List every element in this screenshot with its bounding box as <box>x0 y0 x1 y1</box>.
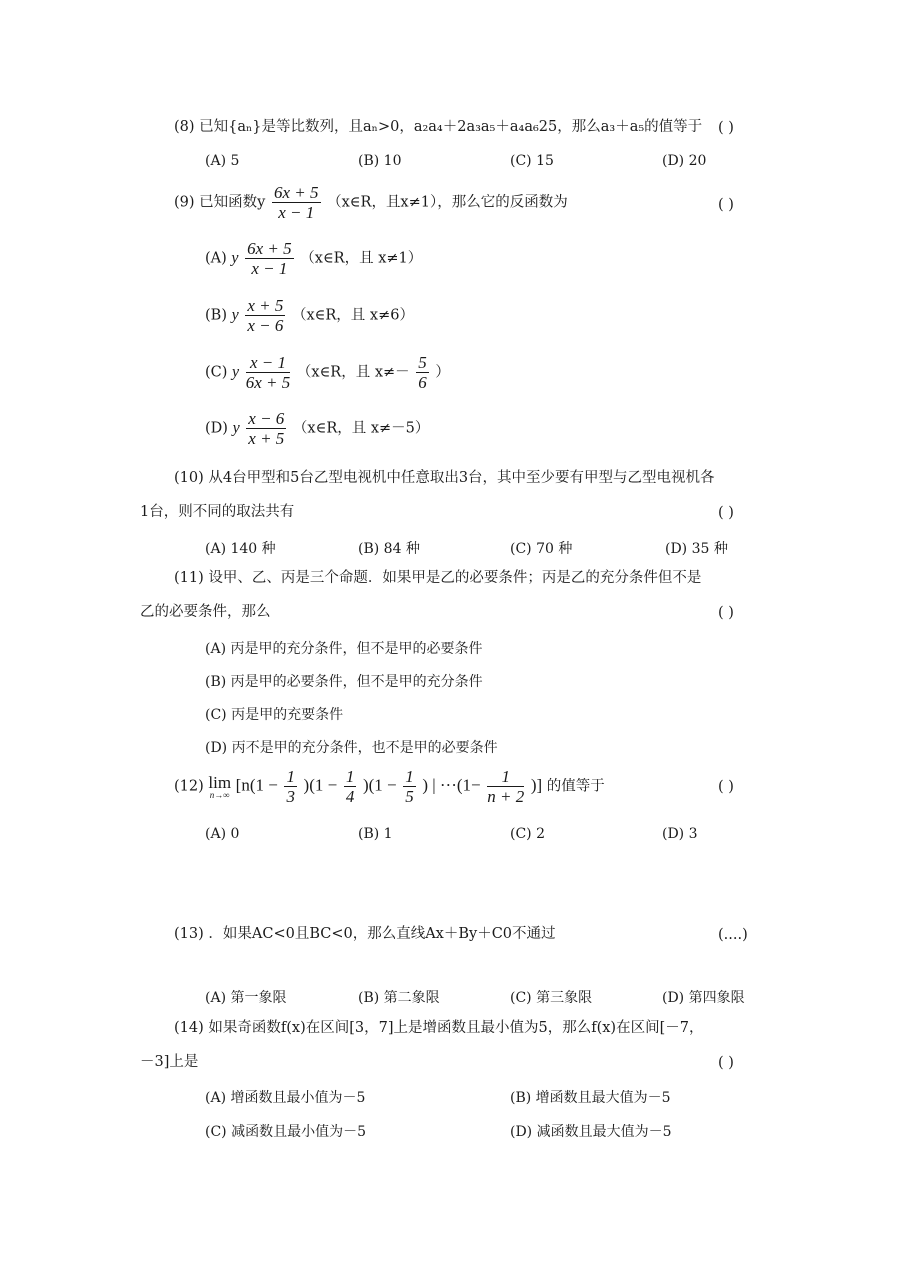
q13-text: ．如果AC<0且BC<0，那么直线Ax＋By＋C0不通过 <box>208 926 556 942</box>
option-condition-pre: （x∈R，且 x≠－ <box>296 364 410 381</box>
fraction-denominator: x − 6 <box>247 316 284 335</box>
fraction-numerator: x − 6 <box>248 409 285 428</box>
fraction-denominator: 3 <box>286 787 295 806</box>
q13-option-a: (A) 第一象限 <box>205 990 287 1006</box>
q14-stem-line2: －3]上是 <box>140 1054 199 1070</box>
q12-fraction-4 <box>487 768 524 805</box>
q14-option-a: (A) 增函数且最小值为－5 <box>205 1090 366 1106</box>
fraction-denominator: 6x + 5 <box>245 373 291 392</box>
q9-number: (9) <box>174 194 195 211</box>
option-condition: （x∈R，且 x≠1） <box>300 250 423 267</box>
q10-option-d: (D) 35 种 <box>665 541 728 557</box>
expr-part-d: ) | ···(1− <box>422 775 481 795</box>
q14-answer-paren: ( ) <box>718 1055 734 1071</box>
q9-answer-paren: ( ) <box>718 197 734 213</box>
q8-number: (8) <box>174 119 195 135</box>
q10-stem-line1 <box>174 471 715 486</box>
q8-answer-paren: ( ) <box>718 120 734 136</box>
q14-text-1: 如果奇函数f(x)在区间[3，7]上是增函数且最小值为5，那么f(x)在区间[－7， <box>208 1020 704 1036</box>
fraction-numerator: x + 5 <box>247 296 284 315</box>
fraction-denominator: n + 2 <box>487 787 525 806</box>
fraction-denominator: 6 <box>418 373 427 392</box>
fraction-numerator: 6x + 5 <box>247 239 292 258</box>
limit-label: lim <box>208 772 232 792</box>
q14-number: (14) <box>174 1020 204 1036</box>
fraction-numerator: 1 <box>487 768 524 787</box>
q14-option-b: (B) 增函数且最大值为－5 <box>510 1090 671 1106</box>
fraction-denominator: x − 1 <box>251 259 288 278</box>
option-label: (D) <box>205 420 228 437</box>
q8-stem <box>174 120 702 135</box>
q12-fraction-3 <box>403 768 416 805</box>
fraction-numerator: 5 <box>418 353 427 372</box>
q12-answer-paren: ( ) <box>718 779 734 795</box>
option-label: (C) <box>205 364 228 381</box>
option-condition: （x∈R，且 x≠－5） <box>292 420 430 437</box>
option-label: (A) <box>205 250 227 267</box>
limit-subscript: n→∞ <box>209 789 230 800</box>
q11-text-1: 设甲、乙、丙是三个命题．如果甲是乙的必要条件；丙是乙的充分条件但不是 <box>208 570 702 586</box>
option-label: (B) <box>205 307 227 324</box>
q9-text-post: （x∈R，且x≠1），那么它的反函数为 <box>327 194 568 211</box>
q9-option-c <box>205 354 450 391</box>
q9-text-pre: 已知函数y <box>199 194 266 211</box>
q9-stem <box>174 184 568 221</box>
q14-option-c: (C) 减函数且最小值为－5 <box>205 1124 366 1140</box>
limit-operator <box>208 774 231 800</box>
q11-option-b: (B) 丙是甲的必要条件，但不是甲的充分条件 <box>205 674 483 690</box>
expr-part-b: )(1 − <box>303 775 338 795</box>
q8-option-a: (A) 5 <box>205 153 240 169</box>
q8-option-c: (C) 15 <box>510 153 554 169</box>
fraction-numerator: 1 <box>345 767 355 786</box>
q11-option-a: (A) 丙是甲的充分条件，但不是甲的必要条件 <box>205 641 483 657</box>
expr-part-a: [n(1 − <box>235 775 278 795</box>
q10-answer-paren: ( ) <box>718 505 734 521</box>
q11-number: (11) <box>174 570 204 586</box>
q11-stem-line2: 乙的必要条件，那么 <box>140 604 271 620</box>
q14-option-d: (D) 减函数且最大值为－5 <box>510 1124 672 1140</box>
q8-option-b: (B) 10 <box>358 153 402 169</box>
q13-option-d: (D) 第四象限 <box>662 990 745 1006</box>
expr-part-e: )] <box>530 775 543 795</box>
fraction-denominator: x − 1 <box>278 203 315 222</box>
q12-stem <box>174 768 605 805</box>
q12-number: (12) <box>174 778 204 795</box>
fraction-denominator: 5 <box>405 787 414 806</box>
q14-stem-line1 <box>174 1021 703 1036</box>
option-fraction <box>246 410 286 447</box>
q13-number: (13) <box>174 926 204 942</box>
q9-option-b <box>205 297 414 334</box>
option-lhs: y <box>231 249 239 267</box>
condition-fraction <box>416 354 429 391</box>
q12-option-d: (D) 3 <box>662 826 698 842</box>
q11-answer-paren: ( ) <box>718 605 734 621</box>
q13-option-b: (B) 第二象限 <box>358 990 440 1006</box>
fraction-denominator: 4 <box>345 787 355 806</box>
expr-part-c: )(1 − <box>362 775 397 795</box>
q13-answer-paren: (....) <box>718 927 748 943</box>
fraction-numerator: x − 1 <box>246 354 291 373</box>
option-fraction <box>246 354 291 391</box>
q12-option-c: (C) 2 <box>510 826 545 842</box>
option-lhs: y <box>232 363 240 381</box>
fraction-numerator: 6x + 5 <box>273 183 319 202</box>
q9-option-a <box>205 240 422 277</box>
q10-number: (10) <box>174 470 204 486</box>
q10-option-c: (C) 70 种 <box>510 541 573 557</box>
q11-option-d: (D) 丙不是甲的充分条件，也不是甲的必要条件 <box>205 740 498 756</box>
q8-text: 已知{aₙ}是等比数列，且aₙ>0，a₂a₄＋2a₃a₅＋a₄a₆25，那么a₃＋a₅的值等于 <box>199 119 703 135</box>
q10-text-1: 从4台甲型和5台乙型电视机中任意取出3台，其中至少要有甲型与乙型电视机各 <box>208 470 715 486</box>
q13-stem <box>174 927 556 942</box>
q11-stem-line1 <box>174 571 701 586</box>
q12-fraction-2 <box>344 768 357 805</box>
option-fraction <box>245 297 285 334</box>
q8-option-d: (D) 20 <box>662 153 707 169</box>
q13-option-c: (C) 第三象限 <box>510 990 593 1006</box>
q12-fraction-1 <box>284 768 297 805</box>
option-condition: （x∈R，且 x≠6） <box>291 307 414 324</box>
q10-stem-line2: 1台，则不同的取法共有 <box>140 504 295 520</box>
q10-option-a: (A) 140 种 <box>205 541 276 557</box>
q12-text-post: 的值等于 <box>546 778 605 795</box>
q9-stem-fraction <box>272 184 321 221</box>
option-fraction <box>245 240 294 277</box>
option-condition-post: ） <box>435 364 450 381</box>
option-lhs: y <box>232 419 240 437</box>
q10-option-b: (B) 84 种 <box>358 541 420 557</box>
q9-option-d <box>205 410 429 447</box>
q12-option-a: (A) 0 <box>205 826 240 842</box>
option-lhs: y <box>231 306 239 324</box>
q11-option-c: (C) 丙是甲的充要条件 <box>205 707 344 723</box>
q12-option-b: (B) 1 <box>358 826 393 842</box>
fraction-numerator: 1 <box>405 767 414 786</box>
fraction-numerator: 1 <box>286 767 295 786</box>
fraction-denominator: x + 5 <box>248 429 285 448</box>
